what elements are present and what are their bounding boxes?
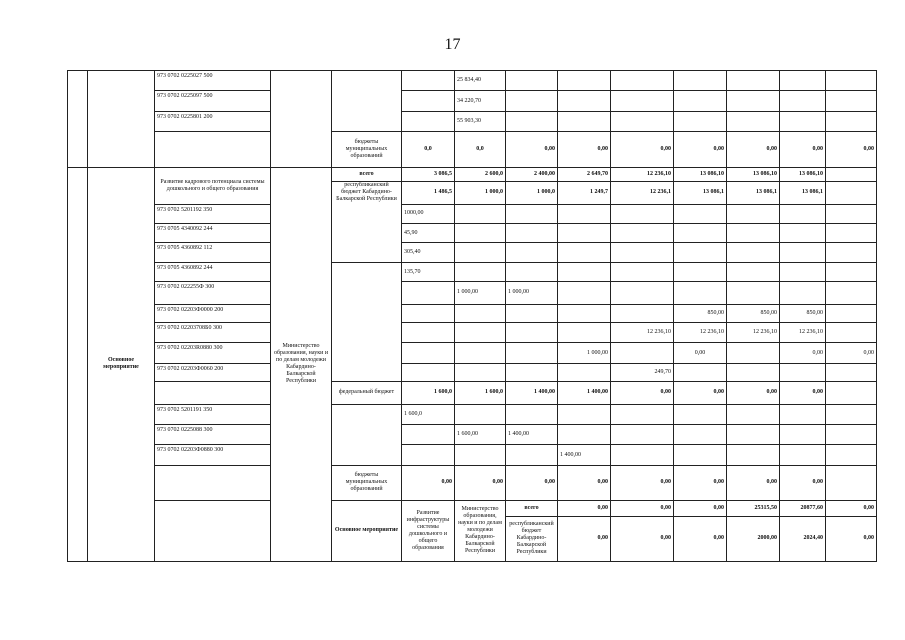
value-cell: 0,00: [826, 500, 877, 516]
budget-code: 973 0705 4340092 244: [155, 224, 271, 243]
value-cell: 13 086,10: [727, 167, 780, 181]
value-cell: 1000,00: [402, 204, 455, 223]
blank-cell: [332, 71, 402, 132]
value-cell: 0,00: [780, 343, 826, 363]
value-cell: 0,00: [558, 465, 611, 500]
value-cell: 0,00: [506, 465, 558, 500]
blank-cell: [271, 71, 332, 168]
value-cell: 1 249,7: [558, 182, 611, 204]
blank-cell: [155, 132, 271, 168]
value-cell: 0,00: [780, 382, 826, 404]
value-cell: 0,00: [402, 465, 455, 500]
value-cell: 0,00: [506, 132, 558, 168]
source-label: республиканский бюджет Кабардино-Балкарской Республики: [506, 516, 558, 561]
value-cell: 34 220,70: [455, 91, 506, 111]
value-cell: 2 600,0: [455, 167, 506, 181]
value-cell: 0,00: [727, 132, 780, 168]
value-cell: 0,00: [826, 132, 877, 168]
value-cell: 25 834,40: [455, 71, 506, 91]
budget-code: 973 0702 0225027 500: [155, 71, 271, 91]
budget-code: 973 0702 0225088 300: [155, 425, 271, 445]
budget-code: 973 0702 022255Ф 300: [155, 282, 271, 304]
value-cell: 12 236,10: [674, 323, 727, 343]
value-cell: 13 086,1: [674, 182, 727, 204]
measure-type: Основное мероприятие: [332, 500, 402, 561]
value-cell: 12 236,10: [611, 167, 674, 181]
value-cell: 305,40: [402, 243, 455, 262]
value-cell: 0,00: [611, 516, 674, 561]
value-cell: 13 086,10: [780, 167, 826, 181]
source-label: бюджеты муниципальных образований: [332, 465, 402, 500]
value-cell: 135,70: [402, 262, 455, 281]
value-cell: 0,00: [826, 516, 877, 561]
value-cell: 0,00: [674, 382, 727, 404]
value-cell: 1 600,0: [402, 404, 455, 424]
value-cell: 249,70: [611, 363, 674, 381]
value-cell: 1 000,00: [506, 282, 558, 304]
executor: Министерство образования, науки и по делам молодежи Кабардино-Балкарской Республики: [271, 167, 332, 561]
value-cell: 1 000,00: [558, 343, 611, 363]
value-cell: 1 000,0: [455, 182, 506, 204]
executor: Министерство образования, науки и по делам молодежи Кабардино-Балкарской Республики: [455, 500, 506, 561]
value-cell: 0,00: [611, 132, 674, 168]
blank-cell: [826, 167, 877, 181]
value-cell: 0,00: [727, 382, 780, 404]
value-cell: 2 649,70: [558, 167, 611, 181]
value-cell: 0,00: [674, 516, 727, 561]
value-cell: 55 903,30: [455, 111, 506, 131]
budget-code: 973 0702 02203Ф0000 200: [155, 304, 271, 322]
value-cell: 1 000,00: [455, 282, 506, 304]
value-cell: 0,00: [611, 500, 674, 516]
source-label: бюджеты муниципальных образований: [332, 132, 402, 168]
source-label: федеральный бюджет: [332, 382, 402, 404]
value-cell: 1 600,00: [455, 425, 506, 445]
blank-cell: [68, 71, 88, 168]
value-cell: 850,00: [780, 304, 826, 322]
blank-cell: [155, 382, 271, 404]
value-cell: 0,00: [674, 343, 727, 363]
value-cell: 850,00: [727, 304, 780, 322]
value-cell: 0,00: [674, 465, 727, 500]
value-cell: 13 086,1: [780, 182, 826, 204]
blank-cell: [88, 71, 155, 168]
budget-code: 973 0702 5201192 350: [155, 204, 271, 223]
measure-name: Развитие инфраструктуры системы дошкольного и общего образования: [402, 500, 455, 561]
budget-code: 973 0702 02203Ф0880 300: [155, 445, 271, 465]
value-cell: 12 236,1: [611, 182, 674, 204]
value-cell: 13 086,10: [674, 167, 727, 181]
value-cell: 1 600,0: [455, 382, 506, 404]
value-cell: 0,00: [674, 132, 727, 168]
budget-code: 973 0702 0225801 200: [155, 111, 271, 131]
blank-cell: [155, 465, 271, 500]
value-cell: 0,00: [826, 343, 877, 363]
blank-cell: [332, 262, 402, 381]
value-cell: 12 236,10: [611, 323, 674, 343]
value-cell: 25315,50: [727, 500, 780, 516]
value-cell: 12 236,10: [780, 323, 826, 343]
source-label: всего: [332, 167, 402, 181]
blank-cell: [826, 182, 877, 204]
value-cell: 0,00: [611, 465, 674, 500]
budget-code: 973 0702 02203708Б0 300: [155, 323, 271, 343]
value-cell: 45,90: [402, 224, 455, 243]
value-cell: 0,00: [727, 465, 780, 500]
blank-cell: [155, 500, 271, 561]
value-cell: 1 600,0: [402, 382, 455, 404]
value-cell: 1 400,00: [506, 382, 558, 404]
value-cell: 0,0: [455, 132, 506, 168]
value-cell: 20877,60: [780, 500, 826, 516]
value-cell: 0,00: [780, 465, 826, 500]
value-cell: 0,00: [558, 516, 611, 561]
budget-code: 973 0705 4360892 112: [155, 243, 271, 262]
value-cell: 13 086,1: [727, 182, 780, 204]
value-cell: 0,00: [611, 382, 674, 404]
value-cell: 12 236,10: [727, 323, 780, 343]
blank-cell: [68, 167, 88, 561]
value-cell: 1 486,5: [402, 182, 455, 204]
measure-type: Основное мероприятие: [88, 167, 155, 561]
source-label: республиканский бюджет Кабардино-Балкарской Республики: [332, 182, 402, 263]
value-cell: 3 086,5: [402, 167, 455, 181]
value-cell: 0,00: [558, 500, 611, 516]
value-cell: 0,00: [455, 465, 506, 500]
value-cell: 850,00: [674, 304, 727, 322]
value-cell: 1 400,00: [558, 445, 611, 465]
value-cell: 0,00: [558, 132, 611, 168]
source-label: всего: [506, 500, 558, 516]
budget-code: 973 0702 02203R0880 300: [155, 343, 271, 363]
value-cell: 2000,00: [727, 516, 780, 561]
value-cell: 1 400,00: [506, 425, 558, 445]
page-number: 17: [444, 36, 461, 53]
budget-code: 973 0702 5201191 350: [155, 404, 271, 424]
budget-code: 973 0705 4360892 244: [155, 262, 271, 281]
measure-name: Развитие кадрового потенциала системы дошкольного и общего образования: [155, 167, 271, 204]
budget-code: 973 0702 0225097 500: [155, 91, 271, 111]
value-cell: 1 400,00: [558, 382, 611, 404]
value-cell: 2 400,00: [506, 167, 558, 181]
value-cell: 0,00: [674, 500, 727, 516]
value-cell: 0,0: [402, 132, 455, 168]
budget-code: 973 0702 02203Ф0060 200: [155, 363, 271, 381]
value-cell: 1 000,0: [506, 182, 558, 204]
budget-table: [67, 70, 877, 562]
value-cell: 2024,40: [780, 516, 826, 561]
value-cell: 0,00: [780, 132, 826, 168]
